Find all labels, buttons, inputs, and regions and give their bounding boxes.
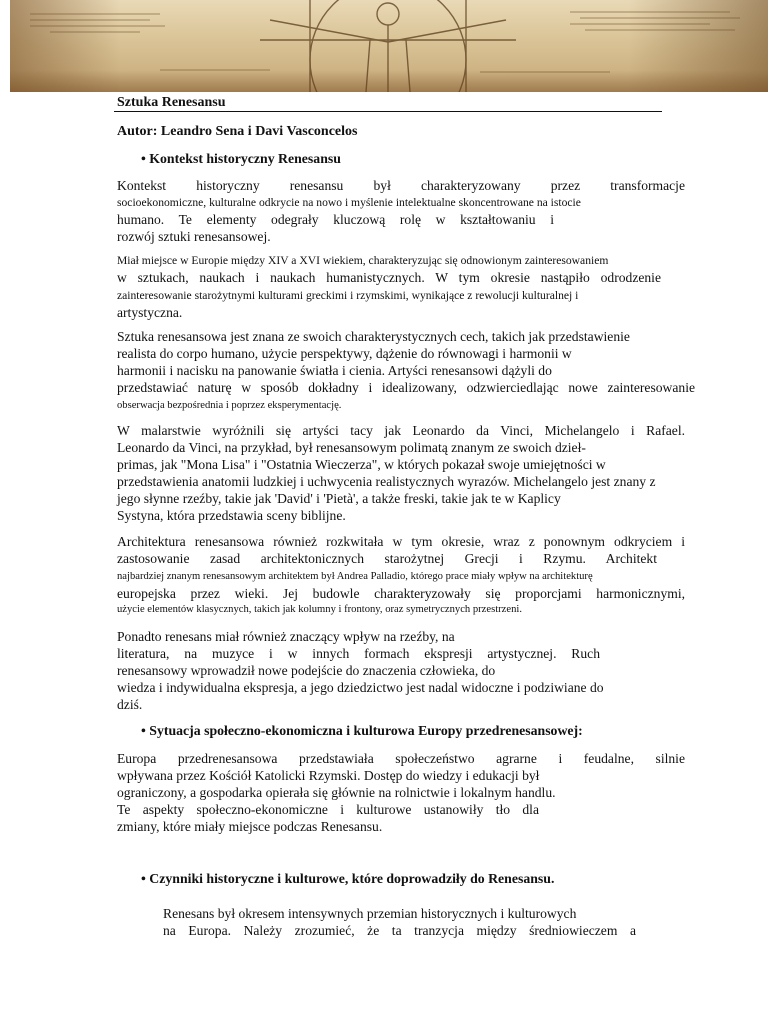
paragraph-line: W malarstwie wyróżnili się artyści tacy jak Leonardo da Vinci, Michelangelo i Rafael. [117, 423, 685, 438]
paragraph-line: wiedza i indywidualna ekspresja, a jego dziedzictwo jest nadal widoczne i podziwiane do [117, 680, 604, 695]
paragraph-line: Leonardo da Vinci, na przykład, był renesansowym polimatą znanym ze swoich dzieł- [117, 440, 586, 455]
paragraph-line: Kontekst historyczny renesansu był charakteryzowany przez transformacje [117, 178, 685, 193]
paragraph-line: jego słynne rzeźby, takie jak 'David' i 'Pietà', a także freski, takie jak te w Kaplicy [117, 491, 561, 506]
paragraph-line: przedstawienia anatomii ludzkiej i uchwycenia realistycznych wyrazów. Michelangelo jest znany z [117, 474, 656, 489]
paragraph-line: socioekonomiczne, kulturalne odkrycie na nowo i myślenie intelektualne skoncentrowane na istocie [117, 196, 581, 209]
paragraph-line: obserwacja bezpośrednia i poprzez eksperymentację. [117, 400, 342, 411]
paragraph-line: ograniczony, a gospodarka opierała się głównie na rolnictwie i lokalnym handlu. [117, 785, 556, 800]
paragraph-line: w sztukach, naukach i naukach humanistycznych. W tym okresie nastąpiło odrodzenie [117, 270, 661, 285]
paragraph-line: użycie elementów klasycznych, takich jak kolumny i frontony, oraz symetrycznych przestrzeni. [117, 604, 522, 615]
paragraph-line: rozwój sztuki renesansowej. [117, 229, 271, 244]
section-heading-historical-context: • Kontekst historyczny Renesansu [141, 151, 341, 166]
paragraph-line: Renesans był okresem intensywnych przemian historycznych i kulturowych [163, 906, 577, 921]
paragraph-line: realista do corpo humano, użycie perspektywy, dążenie do równowagi i harmonii w [117, 346, 572, 361]
paragraph-line: europejska przez wieki. Jej budowle charakteryzowały się proporcjami harmonicznymi, [117, 586, 685, 601]
section-heading-historical-factors: • Czynniki historyczne i kulturowe, które doprowadziły do Renesansu. [141, 871, 555, 886]
paragraph-line: Ponadto renesans miał również znaczący wpływ na rzeźby, na [117, 629, 455, 644]
paragraph-line: Architektura renesansowa również rozkwitała w tym okresie, wraz z ponownym odkryciem i [117, 534, 685, 549]
section-heading-pre-renaissance: • Sytuacja społeczno-ekonomiczna i kulturowa Europy przedrenesansowej: [141, 723, 583, 738]
paragraph-line: przedstawiać naturę w sposób dokładny i idealizowany, odzwierciedlając nowe zainteresowanie [117, 380, 695, 395]
paragraph-line: wpływana przez Kościół Katolicki Rzymski. Dostęp do wiedzy i edukacji był [117, 768, 540, 783]
paragraph-line: literatura, na muzyce i w innych formach ekspresji artystycznej. Ruch [117, 646, 600, 661]
paragraph-line: renesansowy wprowadził nowe podejście do znaczenia człowieka, do [117, 663, 496, 678]
paragraph-line: harmonii i nacisku na panowanie światła i cienia. Artyści renesansowi dążyli do [117, 363, 552, 378]
paragraph-line: artystyczna. [117, 305, 183, 320]
paragraph-line: zastosowanie zasad architektonicznych starożytnej Grecji i Rzymu. Architekt [117, 551, 657, 566]
paragraph-line: Te aspekty społeczno-ekonomiczne i kulturowe ustanowiły tło dla [117, 802, 539, 817]
paragraph-line: dziś. [117, 697, 143, 712]
paragraph-line: primas, jak "Mona Lisa" i "Ostatnia Wieczerza", w których pokazał swoje umiejętności w [117, 457, 606, 472]
paragraph-line: najbardziej znanym renesansowym architektem był Andrea Palladio, którego prace miały wpływ na architekturę [117, 571, 593, 582]
paragraph-line: Systyna, która przedstawia sceny biblijne. [117, 508, 346, 523]
title-underline [114, 111, 662, 112]
author-line: Autor: Leandro Sena i Davi Vasconcelos [117, 124, 358, 139]
paragraph-line: zmiany, które miały miejsce podczas Renesansu. [117, 819, 383, 834]
document-title: Sztuka Renesansu [117, 95, 226, 110]
paragraph-line: zainteresowanie starożytnymi kulturami greckimi i rzymskimi, wynikające z rewolucji kulturalnej i [117, 289, 579, 302]
paragraph-line: na Europa. Należy zrozumieć, że ta tranzycja między średniowieczem a [163, 923, 636, 938]
paragraph-line: Europa przedrenesansowa przedstawiała społeczeństwo agrarne i feudalne, silnie [117, 751, 685, 766]
paragraph-line: Sztuka renesansowa jest znana ze swoich charakterystycznych cech, takich jak przedstawienie [117, 329, 630, 344]
paragraph-line: Miał miejsce w Europie między XIV a XVI wiekiem, charakteryzując się odnowionym zainteresowaniem [117, 254, 609, 267]
paragraph-line: humano. Te elementy odegrały kluczową rolę w kształtowaniu i [117, 212, 554, 227]
